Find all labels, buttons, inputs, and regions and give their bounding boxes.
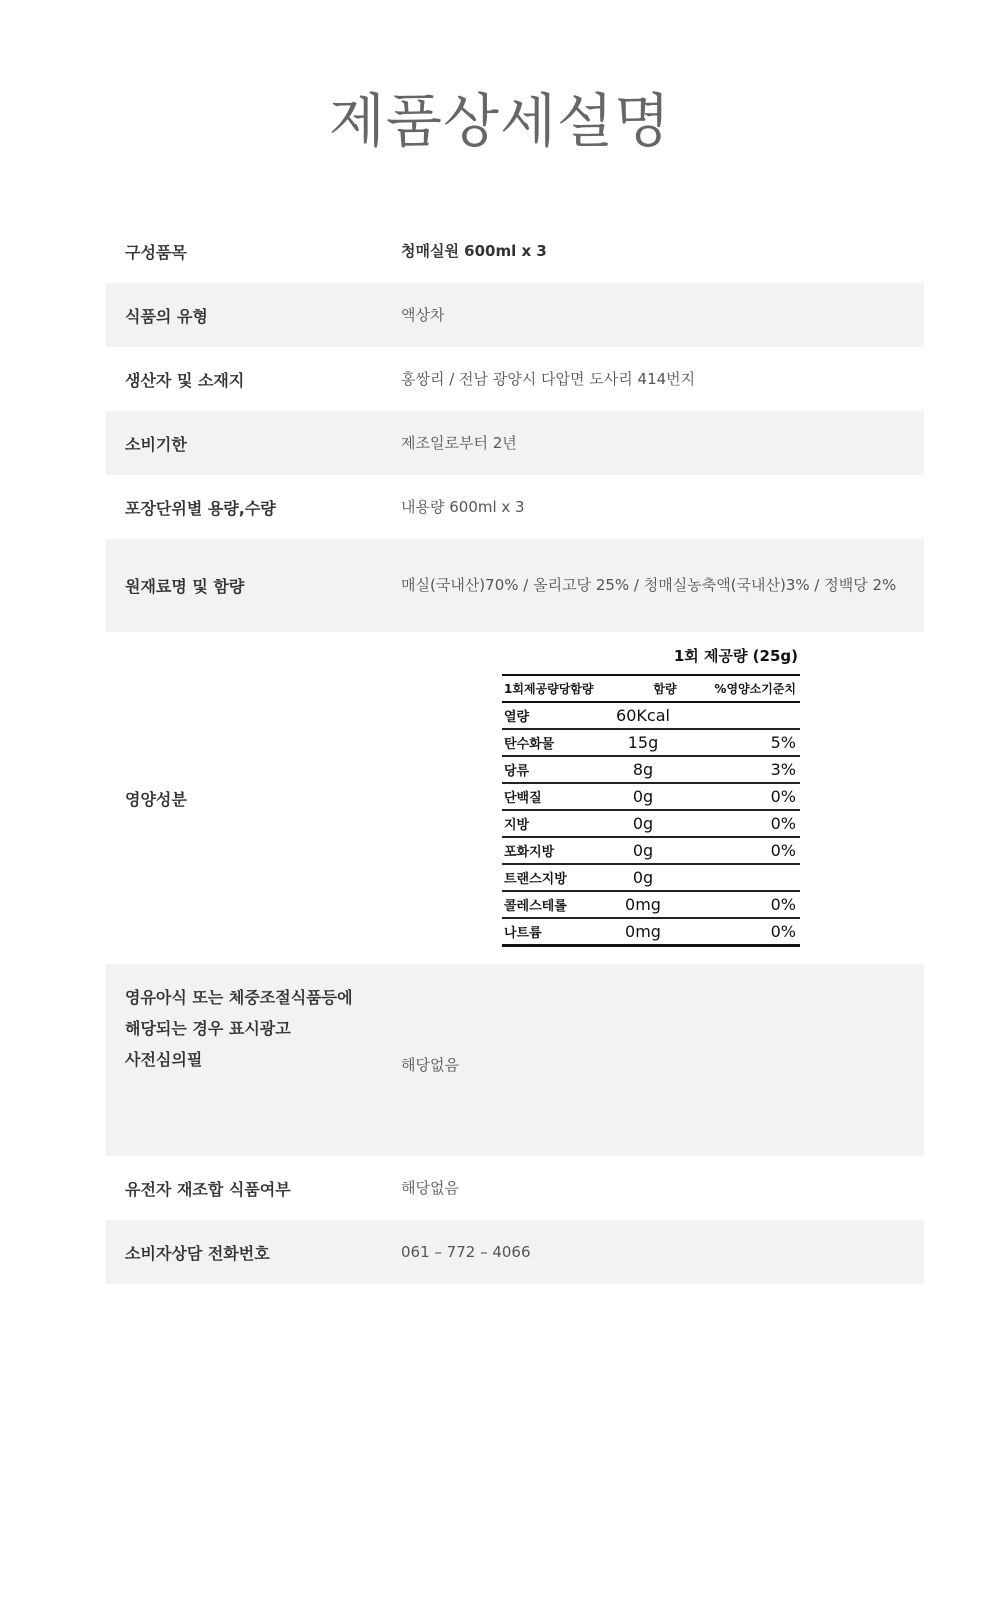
product-spec-table [106, 219, 924, 1284]
nutrient-percent: 0% [770, 841, 796, 860]
nutrition-facts-table [502, 645, 800, 947]
nutrition-serving-size: 1회 제공량 (25g) [673, 647, 798, 665]
nutrient-name: 트랜스지방 [504, 872, 567, 887]
nutrient-name: 탄수화물 [504, 737, 555, 752]
nutrition-header: 1회제공량당함량 [504, 682, 594, 696]
spec-label: 생산자 및 소재지 [125, 370, 245, 390]
spec-label: 원재료명 및 함량 [125, 577, 245, 596]
nutrient-name: 지방 [504, 818, 530, 833]
nutrient-name: 단백질 [504, 791, 542, 806]
nutrition-row [502, 703, 800, 730]
spec-value: 061 – 772 – 4066 [401, 1242, 531, 1261]
nutrient-percent: 0% [770, 922, 796, 941]
nutrient-amount: 0g [632, 868, 654, 887]
spec-value: 액상차 [401, 305, 445, 324]
spec-row-nutrition [106, 632, 924, 964]
nutrient-amount: 0g [632, 841, 654, 860]
spec-row-food-type [106, 283, 924, 347]
nutrient-amount: 8g [632, 760, 654, 779]
spec-value: 해당없음 [401, 1178, 459, 1197]
spec-row-producer [106, 347, 924, 411]
spec-row-pre-review [106, 964, 924, 1156]
nutrient-amount: 0mg [625, 922, 661, 941]
nutrition-row [502, 892, 800, 919]
spec-label [106, 964, 401, 1075]
spec-label: 소비자상담 전화번호 [125, 1243, 270, 1263]
nutrition-row [502, 865, 800, 892]
spec-row-phone [106, 1220, 924, 1284]
spec-row-expiry [106, 411, 924, 475]
nutrient-percent: 0% [770, 787, 796, 806]
nutrient-percent: 0% [770, 895, 796, 914]
nutrition-row [502, 784, 800, 811]
nutrition-row [502, 838, 800, 865]
spec-label: 유전자 재조합 식품여부 [125, 1179, 291, 1199]
nutrient-percent: 0% [770, 814, 796, 833]
spec-value: 청매실원 600ml x 3 [401, 241, 547, 260]
spec-row-gmo [106, 1156, 924, 1220]
spec-row-volume [106, 475, 924, 539]
page-title: 제품상세설명 [328, 87, 672, 155]
nutrient-name: 열량 [504, 710, 530, 725]
nutrient-amount: 0mg [625, 895, 661, 914]
spec-row-composition [106, 219, 924, 283]
spec-label: 영양성분 [125, 789, 187, 809]
spec-value: 내용량 600ml x 3 [401, 497, 525, 516]
nutrient-name: 나트륨 [504, 926, 542, 941]
nutrition-row [502, 811, 800, 838]
nutrient-amount: 0g [632, 814, 654, 833]
spec-value: 매실(국내산)70% / 올리고당 25% / 청매실농축액(국내산)3% / 정백당 2% [401, 576, 897, 594]
nutrient-name: 당류 [504, 764, 530, 779]
nutrition-row [502, 730, 800, 757]
spec-value: 해당없음 [401, 1056, 459, 1074]
nutrient-percent: 3% [770, 760, 796, 779]
spec-label: 구성품목 [125, 242, 187, 262]
nutrition-row [502, 757, 800, 784]
spec-label: 포장단위별 용량,수량 [125, 498, 276, 518]
spec-label: 식품의 유형 [125, 306, 208, 326]
spec-label: 소비기한 [125, 434, 187, 454]
nutrient-amount: 60Kcal [616, 706, 670, 725]
nutrition-header-row [502, 674, 800, 703]
nutrition-row [502, 919, 800, 947]
nutrition-header: %영양소기준치 [714, 682, 796, 696]
nutrient-percent: 5% [770, 733, 796, 752]
spec-value: 홍쌍리 / 전남 광양시 다압면 도사리 414번지 [401, 369, 696, 388]
spec-row-ingredients [106, 539, 924, 632]
spec-value: 제조일로부터 2년 [401, 433, 517, 452]
nutrient-name: 콜레스테롤 [504, 899, 567, 914]
nutrient-amount: 15g [627, 733, 659, 752]
nutrient-name: 포화지방 [504, 845, 555, 860]
nutrient-amount: 0g [632, 787, 654, 806]
spec-label-line: 사전심의필 [125, 1050, 203, 1069]
spec-label-line: 영유아식 또는 체중조절식품등에 [125, 988, 353, 1007]
nutrition-header: 함량 [653, 682, 677, 696]
spec-label-line: 해당되는 경우 표시광고 [125, 1019, 291, 1038]
